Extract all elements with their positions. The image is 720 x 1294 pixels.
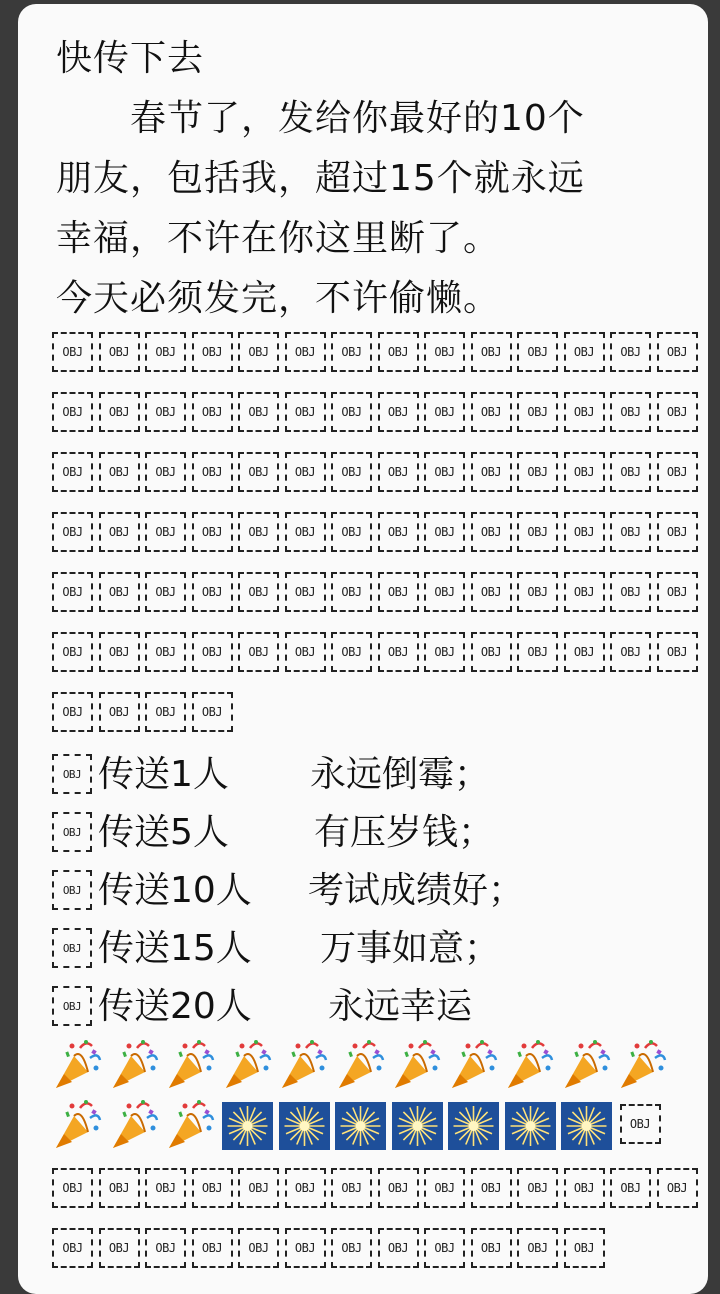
object-placeholder-icon: OBJ — [424, 452, 465, 492]
object-placeholder-icon: OBJ — [99, 572, 140, 612]
object-placeholder-icon: OBJ — [517, 392, 558, 432]
object-placeholder-icon: OBJ — [52, 392, 93, 432]
party-popper-icon — [617, 1038, 669, 1092]
object-placeholder-icon: OBJ — [378, 512, 419, 552]
object-placeholder-icon: OBJ — [145, 332, 186, 372]
object-placeholder-icon: OBJ — [424, 392, 465, 432]
object-placeholder-icon: OBJ — [285, 512, 326, 552]
object-placeholder-icon: OBJ — [331, 572, 372, 612]
object-placeholder-icon: OBJ — [145, 692, 186, 732]
object-placeholder-icon: OBJ — [517, 1228, 558, 1268]
object-placeholder-icon: OBJ — [657, 512, 698, 552]
object-placeholder-icon: OBJ — [99, 332, 140, 372]
list-item-label: 传送5人 — [98, 812, 229, 853]
sparkler-icon — [335, 1102, 386, 1150]
object-placeholder-icon: OBJ — [52, 572, 93, 612]
object-placeholder-icon: OBJ — [145, 452, 186, 492]
object-placeholder-icon: OBJ — [145, 1228, 186, 1268]
obj-placeholder-row — [52, 1228, 708, 1268]
list-item-label: 传送1人 — [98, 754, 229, 795]
object-placeholder-icon: OBJ — [657, 632, 698, 672]
object-placeholder-icon: OBJ — [238, 1228, 279, 1268]
object-placeholder-icon: OBJ — [285, 632, 326, 672]
object-placeholder-icon: OBJ — [99, 1228, 140, 1268]
object-placeholder-icon: OBJ — [52, 332, 93, 372]
party-popper-icon — [165, 1098, 217, 1152]
object-placeholder-icon: OBJ — [285, 452, 326, 492]
object-placeholder-icon: OBJ — [238, 392, 279, 432]
sparkler-icon — [448, 1102, 499, 1150]
object-placeholder-icon: OBJ — [564, 632, 605, 672]
emoji-row — [52, 1098, 692, 1154]
object-placeholder-icon: OBJ — [564, 1168, 605, 1208]
object-placeholder-icon: OBJ — [610, 392, 651, 432]
party-popper-icon — [448, 1038, 500, 1092]
object-placeholder-icon: OBJ — [52, 754, 92, 794]
list-item-label: 传送15人 — [98, 928, 252, 969]
object-placeholder-icon: OBJ — [52, 812, 92, 852]
object-placeholder-icon: OBJ — [564, 512, 605, 552]
obj-placeholder-row — [52, 452, 708, 492]
object-placeholder-icon: OBJ — [52, 1168, 93, 1208]
object-placeholder-icon: OBJ — [145, 572, 186, 612]
object-placeholder-icon: OBJ — [471, 572, 512, 612]
message-line-3: 幸福，不许在你这里断了。 — [56, 218, 501, 259]
object-placeholder-icon: OBJ — [331, 332, 372, 372]
object-placeholder-icon: OBJ — [378, 1228, 419, 1268]
object-placeholder-icon: OBJ — [471, 512, 512, 552]
object-placeholder-icon: OBJ — [192, 692, 233, 732]
object-placeholder-icon: OBJ — [610, 632, 651, 672]
object-placeholder-icon: OBJ — [424, 332, 465, 372]
object-placeholder-icon: OBJ — [657, 332, 698, 372]
object-placeholder-icon: OBJ — [331, 1228, 372, 1268]
obj-placeholder-row — [52, 512, 708, 552]
object-placeholder-icon: OBJ — [471, 1228, 512, 1268]
obj-placeholder-row — [52, 392, 708, 432]
object-placeholder-icon: OBJ — [471, 452, 512, 492]
object-placeholder-icon: OBJ — [378, 332, 419, 372]
obj-placeholder-row — [52, 332, 708, 372]
obj-placeholder-row — [52, 1168, 708, 1208]
list-item-value: 永远倒霉； — [310, 754, 491, 795]
object-placeholder-icon: OBJ — [378, 452, 419, 492]
object-placeholder-icon: OBJ — [238, 1168, 279, 1208]
object-placeholder-icon: OBJ — [52, 692, 93, 732]
object-placeholder-icon: OBJ — [238, 332, 279, 372]
object-placeholder-icon: OBJ — [145, 512, 186, 552]
object-placeholder-icon: OBJ — [471, 392, 512, 432]
sparkler-icon — [392, 1102, 443, 1150]
list-item — [52, 920, 692, 968]
object-placeholder-icon: OBJ — [331, 1168, 372, 1208]
party-popper-icon — [504, 1038, 556, 1092]
party-popper-icon — [335, 1038, 387, 1092]
object-placeholder-icon: OBJ — [192, 572, 233, 612]
object-placeholder-icon: OBJ — [564, 1228, 605, 1268]
object-placeholder-icon: OBJ — [52, 512, 93, 552]
object-placeholder-icon: OBJ — [657, 452, 698, 492]
object-placeholder-icon: OBJ — [99, 512, 140, 552]
party-popper-icon — [222, 1038, 274, 1092]
object-placeholder-icon: OBJ — [285, 1228, 326, 1268]
party-popper-icon — [391, 1038, 443, 1092]
object-placeholder-icon: OBJ — [99, 632, 140, 672]
object-placeholder-icon: OBJ — [145, 1168, 186, 1208]
party-popper-icon — [165, 1038, 217, 1092]
object-placeholder-icon: OBJ — [192, 512, 233, 552]
object-placeholder-icon: OBJ — [192, 392, 233, 432]
object-placeholder-icon: OBJ — [517, 572, 558, 612]
object-placeholder-icon: OBJ — [657, 1168, 698, 1208]
object-placeholder-icon: OBJ — [424, 1168, 465, 1208]
object-placeholder-icon: OBJ — [52, 986, 92, 1026]
obj-placeholder-row — [52, 572, 708, 612]
list-item — [52, 862, 692, 910]
list-item — [52, 804, 692, 852]
object-placeholder-icon: OBJ — [564, 392, 605, 432]
list-item-value: 万事如意； — [320, 928, 501, 969]
object-placeholder-icon: OBJ — [564, 572, 605, 612]
object-placeholder-icon: OBJ — [564, 452, 605, 492]
object-placeholder-icon: OBJ — [192, 452, 233, 492]
object-placeholder-icon: OBJ — [192, 332, 233, 372]
sparkler-icon — [222, 1102, 273, 1150]
object-placeholder-icon: OBJ — [99, 692, 140, 732]
sparkler-icon — [279, 1102, 330, 1150]
party-popper-icon — [52, 1038, 104, 1092]
object-placeholder-icon: OBJ — [378, 1168, 419, 1208]
object-placeholder-icon: OBJ — [610, 332, 651, 372]
object-placeholder-icon: OBJ — [331, 392, 372, 432]
object-placeholder-icon: OBJ — [285, 1168, 326, 1208]
list-item — [52, 746, 692, 794]
object-placeholder-icon: OBJ — [52, 632, 93, 672]
party-popper-icon — [109, 1098, 161, 1152]
message-line-1: 春节了，发给你最好的10个 — [130, 98, 585, 139]
object-placeholder-icon: OBJ — [52, 452, 93, 492]
object-placeholder-icon: OBJ — [517, 452, 558, 492]
object-placeholder-icon: OBJ — [331, 512, 372, 552]
object-placeholder-icon: OBJ — [657, 572, 698, 612]
list-item-label: 传送20人 — [98, 986, 252, 1027]
object-placeholder-icon: OBJ — [471, 1168, 512, 1208]
list-item-label: 传送10人 — [98, 870, 252, 911]
object-placeholder-icon: OBJ — [610, 452, 651, 492]
list-item-value: 考试成绩好； — [308, 870, 525, 911]
object-placeholder-icon: OBJ — [471, 332, 512, 372]
object-placeholder-icon: OBJ — [610, 1168, 651, 1208]
party-popper-icon — [278, 1038, 330, 1092]
object-placeholder-icon: OBJ — [52, 870, 92, 910]
object-placeholder-icon: OBJ — [424, 572, 465, 612]
object-placeholder-icon: OBJ — [331, 452, 372, 492]
object-placeholder-icon: OBJ — [52, 1228, 93, 1268]
emoji-row — [52, 1038, 692, 1094]
object-placeholder-icon: OBJ — [378, 632, 419, 672]
object-placeholder-icon: OBJ — [610, 572, 651, 612]
message-title: 快传下去 — [56, 38, 205, 79]
object-placeholder-icon: OBJ — [564, 332, 605, 372]
object-placeholder-icon: OBJ — [331, 632, 372, 672]
object-placeholder-icon: OBJ — [99, 1168, 140, 1208]
object-placeholder-icon: OBJ — [52, 928, 92, 968]
object-placeholder-icon: OBJ — [238, 512, 279, 552]
object-placeholder-icon: OBJ — [424, 632, 465, 672]
list-item-value: 有压岁钱； — [314, 812, 495, 853]
message-line-4: 今天必须发完，不许偷懒。 — [56, 278, 501, 319]
object-placeholder-icon: OBJ — [610, 512, 651, 552]
object-placeholder-icon: OBJ — [145, 632, 186, 672]
object-placeholder-icon: OBJ — [238, 572, 279, 612]
message-line-2: 朋友，包括我，超过15个就永远 — [56, 158, 585, 199]
object-placeholder-icon: OBJ — [517, 332, 558, 372]
object-placeholder-icon: OBJ — [657, 392, 698, 432]
list-item — [52, 978, 692, 1026]
obj-placeholder-row — [52, 692, 708, 732]
object-placeholder-icon: OBJ — [517, 632, 558, 672]
object-placeholder-icon: OBJ — [192, 1168, 233, 1208]
object-placeholder-icon: OBJ — [285, 332, 326, 372]
object-placeholder-icon: OBJ — [145, 392, 186, 432]
sparkler-icon — [505, 1102, 556, 1150]
object-placeholder-icon: OBJ — [285, 392, 326, 432]
object-placeholder-icon: OBJ — [620, 1104, 661, 1144]
object-placeholder-icon: OBJ — [424, 512, 465, 552]
message-bubble[interactable] — [18, 4, 708, 1294]
object-placeholder-icon: OBJ — [99, 452, 140, 492]
party-popper-icon — [561, 1038, 613, 1092]
object-placeholder-icon: OBJ — [517, 512, 558, 552]
object-placeholder-icon: OBJ — [378, 392, 419, 432]
object-placeholder-icon: OBJ — [192, 632, 233, 672]
object-placeholder-icon: OBJ — [99, 392, 140, 432]
party-popper-icon — [52, 1098, 104, 1152]
object-placeholder-icon: OBJ — [424, 1228, 465, 1268]
object-placeholder-icon: OBJ — [238, 452, 279, 492]
obj-placeholder-row — [52, 632, 708, 672]
object-placeholder-icon: OBJ — [517, 1168, 558, 1208]
object-placeholder-icon: OBJ — [378, 572, 419, 612]
party-popper-icon — [109, 1038, 161, 1092]
object-placeholder-icon: OBJ — [285, 572, 326, 612]
sparkler-icon — [561, 1102, 612, 1150]
object-placeholder-icon: OBJ — [471, 632, 512, 672]
object-placeholder-icon: OBJ — [238, 632, 279, 672]
list-item-value: 永远幸运 — [328, 986, 473, 1027]
object-placeholder-icon: OBJ — [192, 1228, 233, 1268]
